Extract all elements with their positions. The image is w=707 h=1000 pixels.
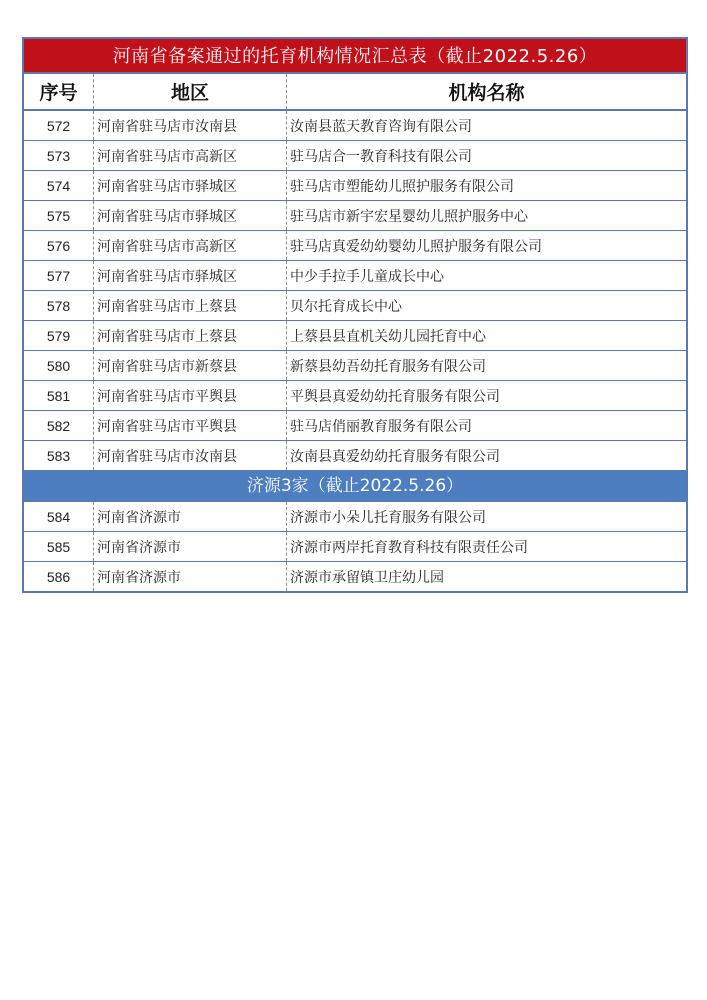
cell-region: 河南省济源市	[94, 562, 287, 591]
table-row	[24, 140, 686, 170]
zhumadian-rows	[24, 110, 686, 470]
cell-name: 平舆县真爱幼幼托育服务有限公司	[290, 388, 500, 405]
cell-region: 河南省驻马店市驿城区	[94, 201, 287, 230]
cell-name: 汝南县蓝天教育咨询有限公司	[290, 118, 472, 135]
cell-region: 河南省驻马店市上蔡县	[94, 321, 287, 350]
table-row	[24, 350, 686, 380]
cell-region: 河南省济源市	[94, 502, 287, 531]
column-header-no: 序号	[24, 74, 94, 109]
cell-name: 济源市小朵儿托育服务有限公司	[290, 509, 486, 526]
summary-table	[22, 37, 688, 593]
cell-no: 573	[24, 141, 94, 170]
cell-region: 河南省驻马店市高新区	[94, 141, 287, 170]
column-header-region: 地区	[94, 74, 287, 109]
section-header-jiyuan: 济源3家（截止2022.5.26）	[24, 470, 686, 501]
cell-region: 河南省驻马店市汝南县	[94, 441, 287, 470]
table-row	[24, 200, 686, 230]
cell-name: 驻马店真爱幼幼婴幼儿照护服务有限公司	[290, 238, 542, 255]
cell-name: 驻马店合一教育科技有限公司	[290, 148, 472, 165]
header-row	[24, 72, 686, 110]
jiyuan-rows	[24, 501, 686, 591]
cell-no: 585	[24, 532, 94, 561]
table-row	[24, 410, 686, 440]
cell-no: 579	[24, 321, 94, 350]
table-row	[24, 170, 686, 200]
table-row	[24, 501, 686, 531]
table-row	[24, 110, 686, 140]
table-row	[24, 440, 686, 470]
table-row	[24, 531, 686, 561]
cell-name: 驻马店市新宇宏星婴幼儿照护服务中心	[290, 208, 528, 225]
cell-name: 上蔡县县直机关幼儿园托育中心	[290, 328, 486, 345]
cell-no: 578	[24, 291, 94, 320]
cell-region: 河南省驻马店市上蔡县	[94, 291, 287, 320]
cell-no: 574	[24, 171, 94, 200]
cell-no: 581	[24, 381, 94, 410]
cell-name: 济源市两岸托育教育科技有限责任公司	[290, 539, 528, 556]
cell-region: 河南省驻马店市高新区	[94, 231, 287, 260]
table-row	[24, 380, 686, 410]
cell-no: 583	[24, 441, 94, 470]
column-header-name: 机构名称	[448, 82, 525, 104]
cell-region: 河南省驻马店市汝南县	[94, 111, 287, 140]
cell-region: 河南省驻马店市新蔡县	[94, 351, 287, 380]
cell-no: 575	[24, 201, 94, 230]
cell-name: 汝南县真爱幼幼托育服务有限公司	[290, 448, 500, 465]
cell-name: 贝尔托育成长中心	[290, 298, 402, 315]
cell-no: 576	[24, 231, 94, 260]
cell-no: 582	[24, 411, 94, 440]
cell-name: 驻马店俏丽教育服务有限公司	[290, 418, 472, 435]
table-row	[24, 290, 686, 320]
cell-region: 河南省济源市	[94, 532, 287, 561]
cell-region: 河南省驻马店市平舆县	[94, 411, 287, 440]
cell-no: 584	[24, 502, 94, 531]
cell-region: 河南省驻马店市驿城区	[94, 171, 287, 200]
table-row	[24, 260, 686, 290]
cell-no: 586	[24, 562, 94, 591]
cell-region: 河南省驻马店市驿城区	[94, 261, 287, 290]
table-row	[24, 230, 686, 260]
cell-no: 580	[24, 351, 94, 380]
cell-name: 新蔡县幼吾幼托育服务有限公司	[290, 358, 486, 375]
cell-name: 驻马店市塑能幼儿照护服务有限公司	[290, 178, 514, 195]
cell-no: 572	[24, 111, 94, 140]
table-row	[24, 320, 686, 350]
cell-no: 577	[24, 261, 94, 290]
cell-name: 中少手拉手儿童成长中心	[290, 268, 444, 285]
cell-name: 济源市承留镇卫庄幼儿园	[290, 569, 444, 586]
table-row	[24, 561, 686, 591]
cell-region: 河南省驻马店市平舆县	[94, 381, 287, 410]
table-title: 河南省备案通过的托育机构情况汇总表（截止2022.5.26）	[24, 37, 686, 72]
